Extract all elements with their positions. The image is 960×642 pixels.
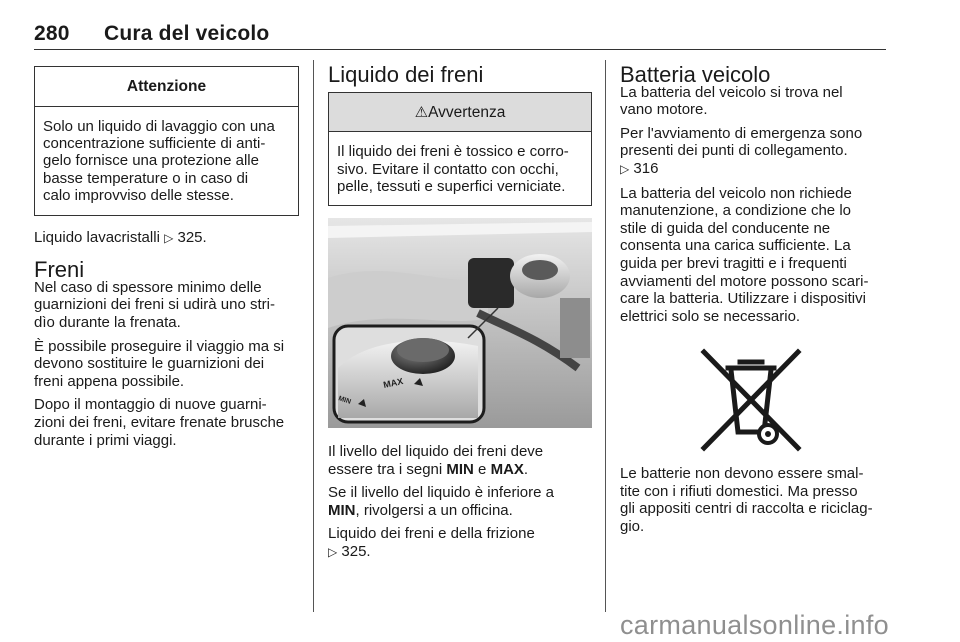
column-3 [620,62,888,331]
text-line: Il liquido dei freni è tossico e corro- [337,143,569,161]
paragraph [34,396,299,449]
column-divider [313,60,314,612]
page-ref-arrow-icon: ▷ [328,544,338,559]
page-number: 280 [34,22,70,45]
header-rule [34,49,886,50]
text-line: devono sostituire le guarnizioni dei [34,355,265,373]
text-line: zioni dei freni, evitare frenate brusche [34,413,285,431]
text-fragment: e [473,460,491,478]
text-line: tite con i rifiuti domestici. Ma presso [620,482,858,500]
text-line: guarnizioni dei freni si udirà uno stri- [34,296,275,314]
text-line: care la batteria. Utilizzare i dispositivi [620,290,866,308]
page-ref-arrow-icon: ▷ [620,161,630,176]
column-2-text [328,443,592,568]
text-line: elettrici solo se necessario. [620,307,801,325]
text-line: Liquido dei freni e della frizione [328,525,535,543]
text-line: dìo durante la frenata. [34,314,181,331]
text-line: presenti dei punti di collegamento. [620,142,848,160]
crossed-out-bin-icon [698,348,804,454]
text-line: Le batterie non devono essere smal- [620,465,864,482]
paragraph [34,338,299,391]
text-line: È possibile proseguire il viaggio ma si [34,337,285,355]
paragraph [328,525,592,561]
washer-fluid-reference [34,229,299,248]
attention-body [35,107,298,215]
text-line: Per l'avviamento di emergenza sono [620,124,863,142]
text-line: basse temperature o in caso di [43,169,249,187]
text-line: Se il livello del liquido è inferiore a [328,484,554,502]
reservoir-min-label: MIN [337,395,352,406]
paragraph [34,279,299,332]
paragraph [620,185,888,326]
text-fragment: . [523,460,529,478]
attention-title: Attenzione [35,67,298,107]
column-1 [34,66,299,455]
reference-page[interactable]: 325. [341,542,371,560]
text-line: calo improvviso delle stesse. [43,187,234,205]
section-title: Cura del veicolo [104,22,270,45]
watermark: carmanualsonline.info [620,610,889,640]
text-line: La batteria del veicolo si trova nel [620,83,843,101]
text-line: Il livello del liquido dei freni deve [328,443,544,460]
paragraph [620,125,888,179]
text-line: gio. [620,517,645,535]
reference-text: Liquido lavacristalli [34,228,160,246]
section-heading: Liquido dei freni [328,62,484,87]
text-line: guida per brevi tragitti e i frequenti [620,254,847,272]
warning-title [329,93,591,133]
paragraph [620,465,888,535]
text-line: La batteria del veicolo non richiede [620,184,852,202]
text-fragment: , rivolgersi a un officina. [355,501,513,519]
text-line: gelo fornisce una protezione alle [43,152,259,170]
reference-page[interactable]: 325. [177,228,207,246]
column-divider [605,60,606,612]
max-mark: MAX [490,460,524,478]
paragraph [328,484,592,519]
text-line: pelle, tessuti e superfici verniciate. [337,178,566,195]
page-ref-arrow-icon: ▷ [164,230,174,245]
reservoir-max-label: MAX [382,376,404,390]
text-line: concentrazione sufficiente di anti- [43,135,266,152]
text-line: avviamenti del motore possono scari- [620,272,869,290]
text-line: gli appositi centri di raccolta e riciclag- [620,500,873,518]
text-fragment: essere tra i segni [328,460,447,478]
brake-fluid-reservoir-photo [328,218,592,428]
paragraph [328,443,592,478]
engine-bay-illustration [328,218,592,428]
text-line: consenta una carica sufficiente. La [620,237,851,255]
warning-box [328,92,592,207]
column-3-bottom [620,465,888,541]
warning-body [329,132,591,205]
min-mark: MIN [328,501,356,519]
text-line: manutenzione, a condizione che lo [620,202,851,220]
text-line: stile di guida del conducente ne [620,219,831,237]
section-heading: Freni [34,257,85,283]
paragraph [620,84,888,119]
page-header [34,22,269,46]
text-line: vano motore. [620,101,708,119]
warning-title-text: Avvertenza [428,103,506,121]
min-mark: MIN [446,460,474,478]
attention-box [34,66,299,216]
text-line: Solo un liquido di lavaggio con una [43,117,275,135]
text-line: Dopo il montaggio di nuove guarni- [34,396,267,414]
text-line: sivo. Evitare il contatto con occhi, [337,160,559,178]
section-heading: Batteria veicolo [620,62,771,87]
text-line: freni appena possibile. [34,372,185,390]
warning-icon: ⚠ [414,103,429,121]
text-line: durante i primi viaggi. [34,431,177,449]
reference-page[interactable]: 316 [633,159,659,177]
column-2 [328,62,592,206]
text-line: Nel caso di spessore minimo delle [34,278,262,296]
